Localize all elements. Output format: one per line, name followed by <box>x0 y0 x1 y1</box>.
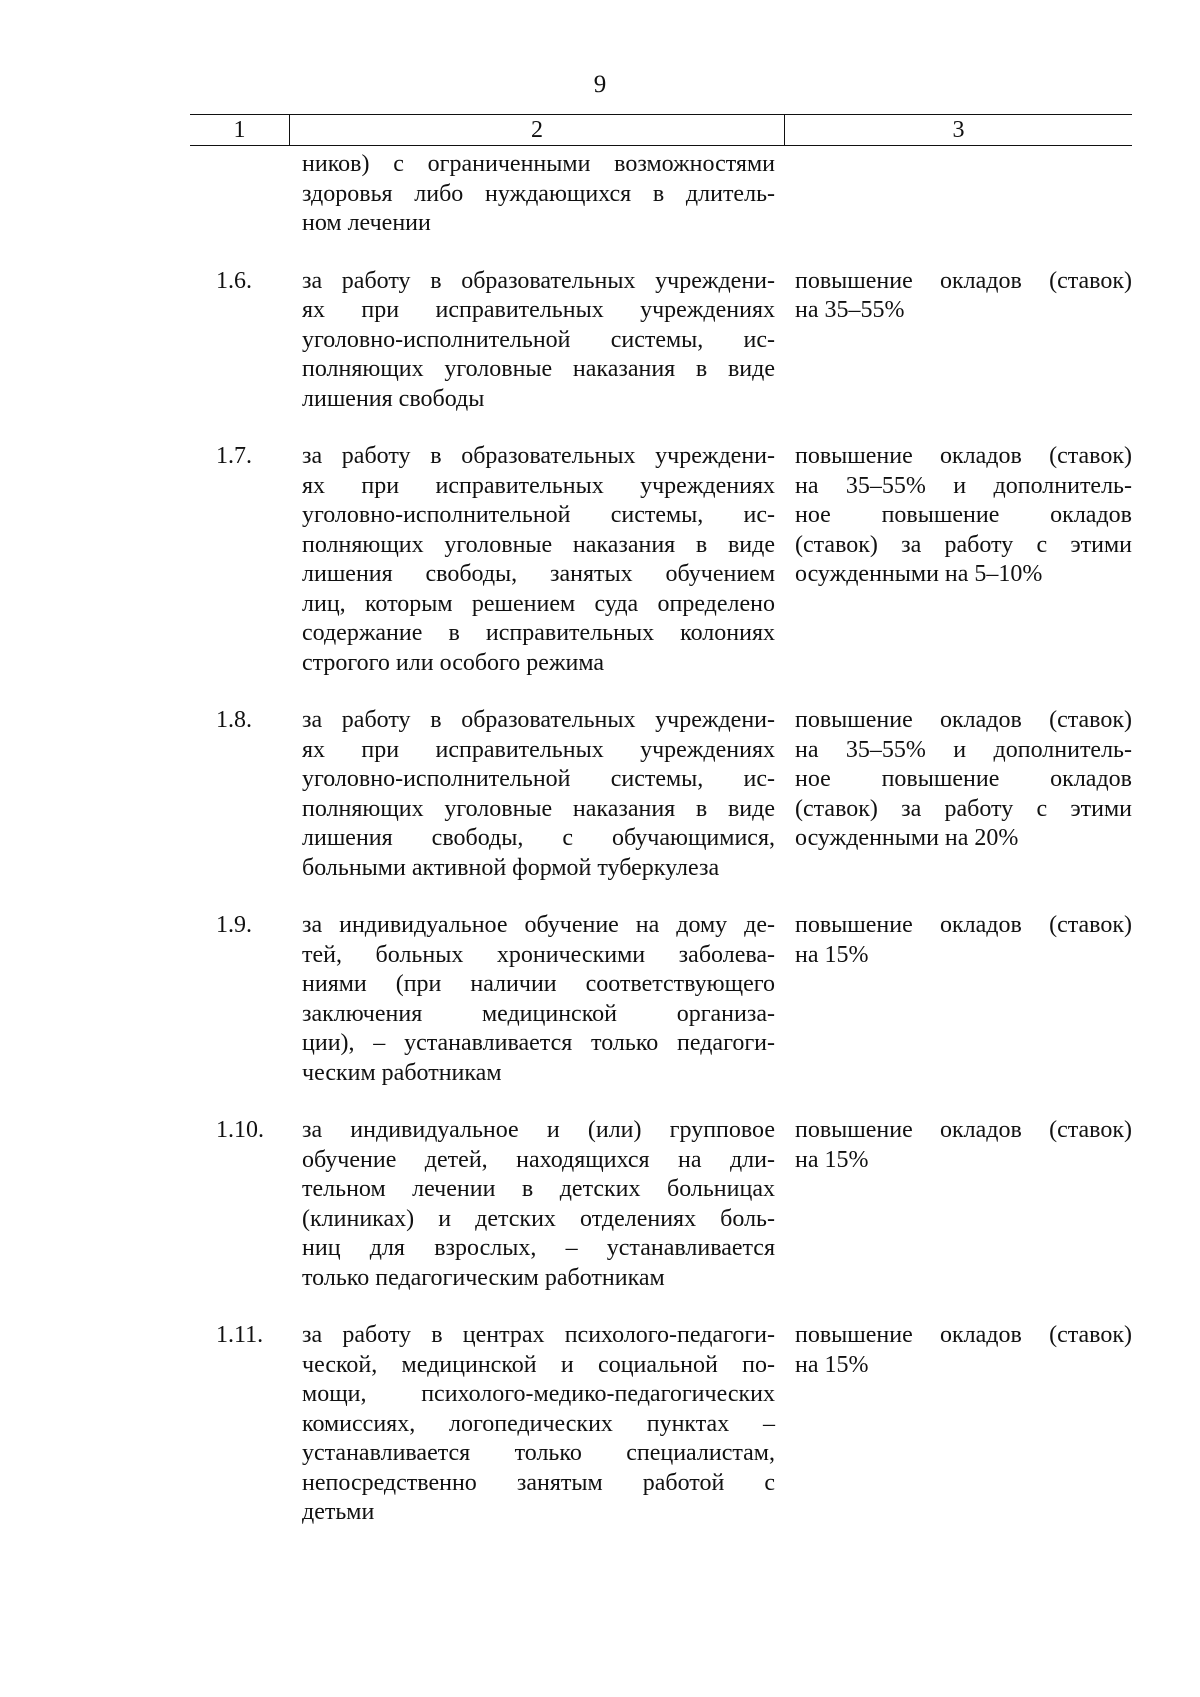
row-value <box>785 442 1132 678</box>
row-value <box>785 1116 1132 1293</box>
description-line: ции), – устанавливается только педагоги- <box>302 1030 775 1056</box>
description-line: ниц для взрослых, – устанавливается <box>302 1235 775 1261</box>
table-header <box>190 114 1132 146</box>
description-line: ниями (при наличии соответствующего <box>302 971 775 997</box>
row-number: 1.11. <box>216 1322 264 1348</box>
row-number: 1.7. <box>216 443 252 469</box>
description-line: содержание в исправительных колониях <box>302 620 775 646</box>
table-row <box>190 150 1132 239</box>
description-line: детьми <box>302 1499 375 1525</box>
description-line: ческой, медицинской и социальной по- <box>302 1351 775 1378</box>
value-line: на 15% <box>795 1146 869 1173</box>
value-line: на 35–55% и дополнитель- <box>795 472 1132 499</box>
column-header-1: 1 <box>190 115 290 145</box>
description-line: ях при исправительных учреждениях <box>302 297 775 323</box>
row-description <box>290 1321 785 1528</box>
description-line: комиссиях, логопедических пунктах – <box>302 1410 775 1437</box>
value-line: на 35–55% <box>795 297 905 323</box>
page-number: 9 <box>593 71 607 98</box>
row-number: 1.8. <box>216 707 252 733</box>
description-line: полняющих уголовные наказания в виде <box>302 356 775 382</box>
value-line: повышение окладов (ставок) <box>795 443 1132 469</box>
table-row <box>190 911 1132 1088</box>
value-line: повышение окладов (ставок) <box>795 912 1132 938</box>
value-line: (ставок) за работу с этими <box>795 531 1132 558</box>
description-line: лиц, которым решением суда определено <box>302 590 775 617</box>
description-line: тей, больных хроническими заболева- <box>302 941 775 968</box>
value-line: повышение окладов (ставок) <box>795 707 1132 733</box>
description-line: лишения свободы, с обучающимися, <box>302 825 775 851</box>
description-line: ников) с ограниченными возможностями <box>302 151 775 177</box>
value-line: ное повышение окладов <box>795 766 1132 792</box>
description-line: лишения свободы, занятых обучением <box>302 561 775 587</box>
column-header-3: 3 <box>952 117 965 143</box>
description-line: за работу в образовательных учреждени- <box>302 707 775 733</box>
value-line: осужденными на 20% <box>795 825 1019 851</box>
row-description <box>290 1116 785 1293</box>
description-line: за работу в центрах психолого-педагоги- <box>302 1322 775 1348</box>
column-header-2: 2 <box>290 115 785 145</box>
description-line: мощи, психолого-медико-педагогических <box>302 1381 775 1407</box>
table-row <box>190 706 1132 883</box>
description-line: здоровья либо нуждающихся в длитель- <box>302 180 775 207</box>
row-description <box>290 706 785 883</box>
description-line: уголовно-исполнительной системы, ис- <box>302 766 775 792</box>
value-line: ное повышение окладов <box>795 502 1132 528</box>
row-number <box>190 150 290 239</box>
row-description <box>290 267 785 415</box>
row-value <box>785 267 1132 415</box>
table-row <box>190 1321 1132 1528</box>
description-line: полняющих уголовные наказания в виде <box>302 531 775 558</box>
description-line: ях при исправительных учреждениях <box>302 472 775 499</box>
row-number: 1.10. <box>216 1117 264 1143</box>
description-line: лишения свободы <box>302 385 485 412</box>
description-line: обучение детей, находящихся на дли- <box>302 1146 775 1173</box>
row-value <box>785 150 1132 239</box>
description-line: больными активной формой туберкулеза <box>302 854 720 881</box>
table-body <box>190 150 1132 1528</box>
description-line: полняющих уголовные наказания в виде <box>302 795 775 822</box>
row-number: 1.6. <box>216 267 252 294</box>
row-value <box>785 706 1132 883</box>
description-line: ном лечении <box>302 210 431 236</box>
description-line: за индивидуальное обучение на дому де- <box>302 912 775 938</box>
value-line: на 35–55% и дополнитель- <box>795 736 1132 763</box>
description-line: ческим работникам <box>302 1059 502 1086</box>
description-line: уголовно-исполнительной системы, ис- <box>302 502 775 528</box>
value-line: повышение окладов (ставок) <box>795 1117 1132 1143</box>
table-row <box>190 1116 1132 1293</box>
value-line: повышение окладов (ставок) <box>795 1322 1132 1348</box>
description-line: за работу в образовательных учреждени- <box>302 443 775 469</box>
description-line: уголовно-исполнительной системы, ис- <box>302 326 775 353</box>
value-line: (ставок) за работу с этими <box>795 795 1132 822</box>
row-value <box>785 1321 1132 1528</box>
table-row <box>190 442 1132 678</box>
description-line: за индивидуальное и (или) групповое <box>302 1117 775 1143</box>
description-line: непосредственно занятым работой с <box>302 1469 775 1496</box>
value-line: осужденными на 5–10% <box>795 561 1043 587</box>
description-line: заключения медицинской организа- <box>302 1000 775 1027</box>
value-line: на 15% <box>795 941 869 968</box>
description-line: (клиниках) и детских отделениях боль- <box>302 1205 775 1232</box>
row-description <box>290 150 785 239</box>
row-description <box>290 911 785 1088</box>
description-line: устанавливается только специалистам, <box>302 1440 775 1466</box>
description-line: ях при исправительных учреждениях <box>302 736 775 763</box>
description-line: за работу в образовательных учреждени- <box>302 267 775 294</box>
description-line: тельном лечении в детских больницах <box>302 1176 775 1202</box>
row-value <box>785 911 1132 1088</box>
value-line: на 15% <box>795 1351 869 1378</box>
row-number: 1.9. <box>216 912 252 938</box>
description-line: строгого или особого режима <box>302 649 605 676</box>
table-row <box>190 267 1132 415</box>
value-line: повышение окладов (ставок) <box>795 267 1132 294</box>
description-line: только педагогическим работникам <box>302 1264 665 1291</box>
row-description <box>290 442 785 678</box>
